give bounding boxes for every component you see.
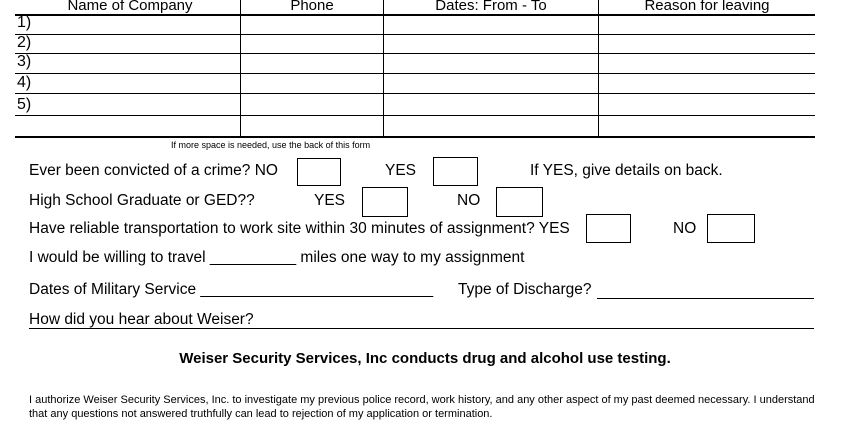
hs-label: High School Graduate or GED??: [29, 192, 255, 209]
hs-yes-box[interactable]: [362, 187, 408, 217]
dates-field[interactable]: [384, 15, 597, 34]
hs-no-label: NO: [457, 192, 481, 209]
hs-yes-label: YES: [314, 192, 346, 209]
row-number: 1): [17, 14, 32, 31]
table-row-line: [15, 73, 815, 74]
drug-testing-notice: Weiser Security Services, Inc conducts drug and alcohol use testing.: [179, 350, 671, 367]
authorization-text: I authorize Weiser Security Services, Inc. to investigate my previous police record, work history, and any other aspect of my past deemed necessary. I understand that any questions not answered truthfully can lead to rejection of my application or termination.: [29, 394, 815, 420]
discharge-label: Type of Discharge?: [458, 281, 592, 298]
table-row-line: [15, 34, 815, 35]
hs-no-box[interactable]: [496, 187, 543, 217]
table-row-line: [15, 53, 815, 54]
table-bottom-rule: [15, 136, 815, 138]
hear-line: [29, 328, 814, 329]
header-dates: Dates: From - To: [435, 0, 547, 14]
reason-field[interactable]: [599, 15, 814, 34]
convicted-yes-box[interactable]: [433, 157, 478, 186]
transport-no-label: NO: [673, 220, 697, 237]
convicted-yes-label: YES: [385, 162, 417, 179]
header-phone: Phone: [290, 0, 334, 14]
phone-field[interactable]: [241, 15, 382, 34]
header-reason: Reason for leaving: [644, 0, 770, 14]
hear-field[interactable]: [254, 310, 814, 328]
header-company: Name of Company: [67, 0, 193, 14]
row-number: 2): [17, 34, 32, 51]
row-number: 5): [17, 96, 32, 113]
row-number: 3): [17, 53, 32, 70]
discharge-field[interactable]: [597, 280, 814, 298]
military-label: Dates of Military Service ___________________________: [29, 281, 434, 298]
transport-yes-box[interactable]: [586, 214, 631, 243]
discharge-line: [597, 298, 814, 299]
convicted-label: Ever been convicted of a crime? NO: [29, 162, 278, 179]
military-dates-field[interactable]: [197, 281, 427, 299]
hear-label: How did you hear about Weiser?: [29, 311, 254, 328]
company-field[interactable]: [40, 15, 239, 34]
table-row-line: [15, 115, 815, 116]
convicted-no-box[interactable]: [297, 158, 341, 186]
transport-label: Have reliable transportation to work site within 30 minutes of assignment? YES: [29, 220, 570, 237]
row-number: 4): [17, 74, 32, 91]
table-row-line: [15, 93, 815, 94]
travel-label: I would be willing to travel __________ miles one way to my assignment: [29, 249, 525, 266]
convicted-details-note: If YES, give details on back.: [530, 162, 723, 179]
space-note: If more space is needed, use the back of this form: [171, 140, 371, 150]
travel-miles-field[interactable]: [206, 249, 292, 267]
transport-no-box[interactable]: [707, 214, 755, 243]
